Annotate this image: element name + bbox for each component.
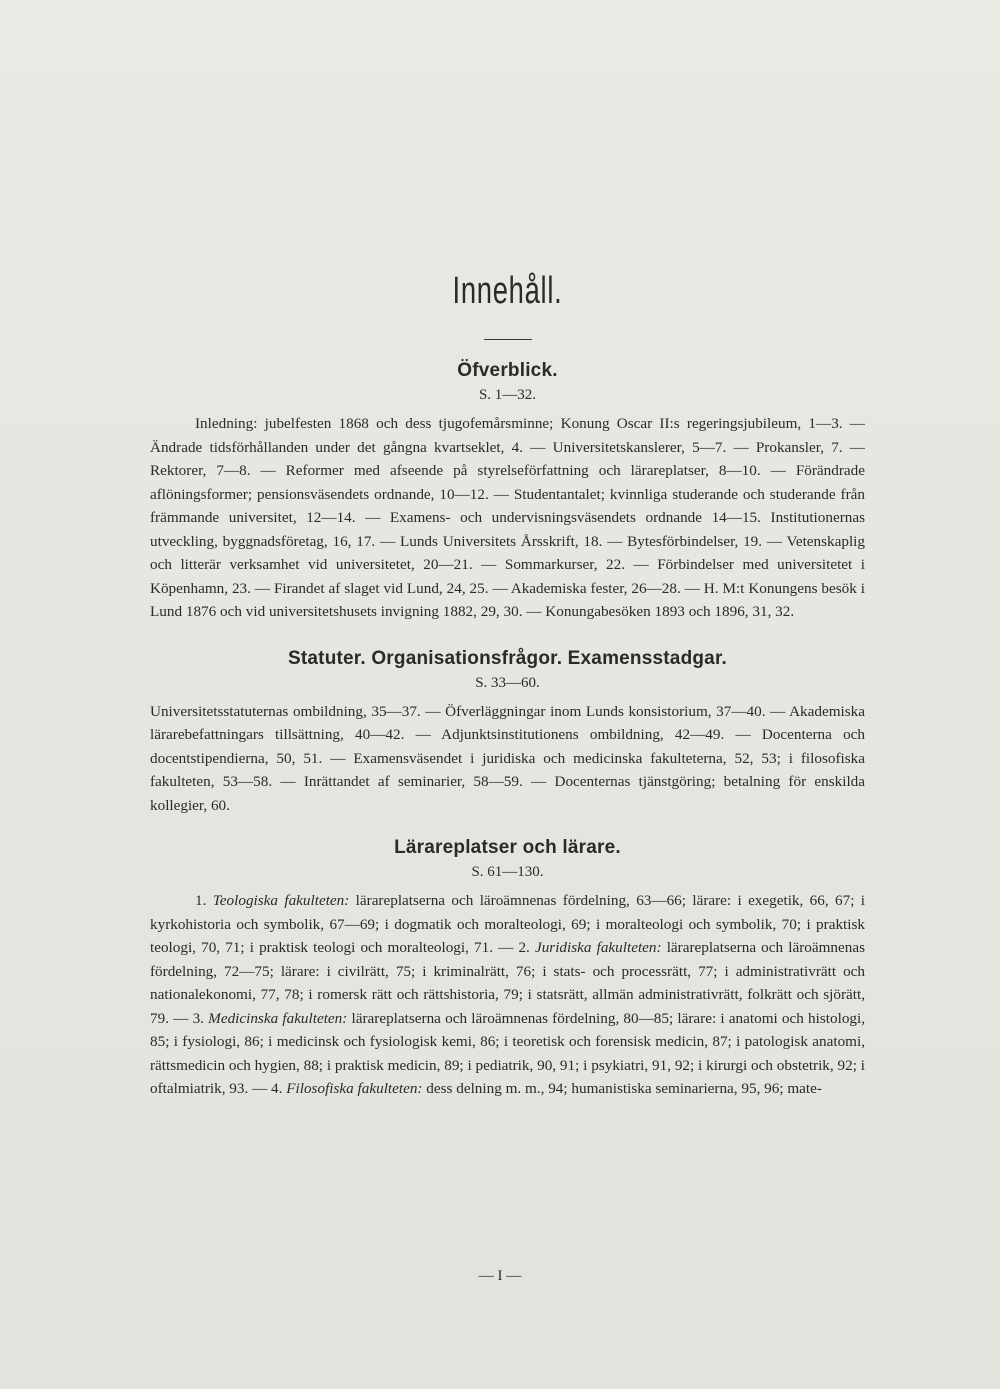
section-heading: Öfverblick.: [457, 360, 558, 381]
title-divider: [484, 339, 532, 340]
section-teachers: [150, 837, 865, 1101]
faculty-name: Teologiska fakulteten:: [212, 892, 350, 909]
faculty-text: lärareplatserna och läroämnenas fördelning, 72—75; lärare: i civilrätt, 75; i kriminalrätt, 76; i stats- och processrätt, 77; i administrativrätt och nationalekonomi, 77, 78; i romersk rätt och rättshistoria, 79; i statsrätt, allmän administrativrätt, folkrätt och sjörätt, 79. — 3.: [150, 939, 865, 1027]
faculty-text: lärareplatserna och läroämnenas fördelning, 63—66; lärare: i exegetik, 66, 67; i kyrkohistoria och symbolik, 67—69; i dogmatik och moralteologi, 69; i moralteologi och symbolik, 70; i praktisk teologi, 70, 71; i praktisk teologi och moralteologi, 71. — 2.: [150, 892, 865, 956]
section-heading: Lärareplatser och lärare.: [394, 837, 621, 858]
contents-body: [150, 270, 865, 1101]
section-text: [150, 889, 865, 1101]
section-text: Universitetsstatuternas ombildning, 35—37. — Öfverläggningar inom Lunds konsistorium, 37—40. — Akademiska lärarebefattningars tillsättning, 40—42. — Adjunktsinstitutionens ombildning, 42—49. — Docenterna och docentstipendierna, 50, 51. — Examensväsendet i juridiska och medicinska fakulteterna, 52, 53; i filosofiska fakulteten, 53—58. — Inrättandet af seminarier, 58—59. — Docenternas tjänstgöring; betalning för enskilda kollegier, 60.: [150, 702, 865, 814]
section-page-range: S. 1—32.: [478, 387, 537, 403]
section-page-range: S. 33—60.: [475, 674, 540, 691]
faculty-name: Juridiska fakulteten:: [534, 939, 662, 956]
section-text: Inledning: jubelfesten 1868 och dess tjugofemårsminne; Konung Oscar II:s regeringsjubileum, 1—3. — Ändrade tidsförhållanden under det gångna kvartseklet, 4. — Universitetskanslerer, 5—7. — Prokansler, 7. — Rektorer, 7—8. — Reformer med afseende på styrelseförfattning och lärareplatser, 8—10. — Förändrade aflöningsformer; pensionsväsendets ordnande, 10—12. — Studentantalet; kvinnliga studerande och studerande från främmande universitet, 12—14. — Examens- och undervisningsväsendets ordnande 14—15. Institutionernas utveckling, byggnadsföretag, 16, 17. — Lunds Universitets Årsskrift, 18. — Bytesförbindelser, 19. — Vetenskaplig och litterär verksamhet vid universitetet, 20—21. — Sommarkurser, 22. — Förbindelser med universitetet i Köpenhamn, 23. — Firandet af slaget vid Lund, 24, 25. — Akademiska fester, 26—28. — H. M:t Konungens besök i Lund 1876 och vid universitetshusets invigning 1882, 29, 30. — Konungabesöken 1893 och 1896, 31, 32.: [150, 415, 865, 620]
faculty-text: lärareplatserna och läroämnenas fördelning, 80—85; lärare: i anatomi och histologi, 85; i fysiologi, 86; i medicinsk och fysiologisk kemi, 86; i teoretisk och forensisk medicin, 87; i patologisk anatomi, rättsmedicin och hygien, 88; i praktisk medicin, 89; i pediatrik, 90, 91; i psykiatri, 91, 92; i kirurgi och obstetrik, 92; i oftalmiatrik, 93. — 4.: [150, 1009, 866, 1097]
section-page-range: S. 61—130.: [471, 864, 544, 880]
faculty-name: Filosofiska fakulteten:: [286, 1080, 423, 1097]
section-overview: [150, 360, 865, 624]
faculty-number: 1.: [195, 892, 207, 909]
section-heading: Statuter. Organisationsfrågor. Examensstadgar.: [288, 647, 727, 669]
section-statutes: [150, 648, 865, 818]
page-number: — I —: [478, 1268, 522, 1284]
page-title: Innehåll.: [452, 270, 563, 312]
faculty-text: dess delning m. m., 94; humanistiska seminarierna, 95, 96; mate-: [426, 1080, 822, 1097]
faculty-name: Medicinska fakulteten:: [208, 1009, 348, 1027]
